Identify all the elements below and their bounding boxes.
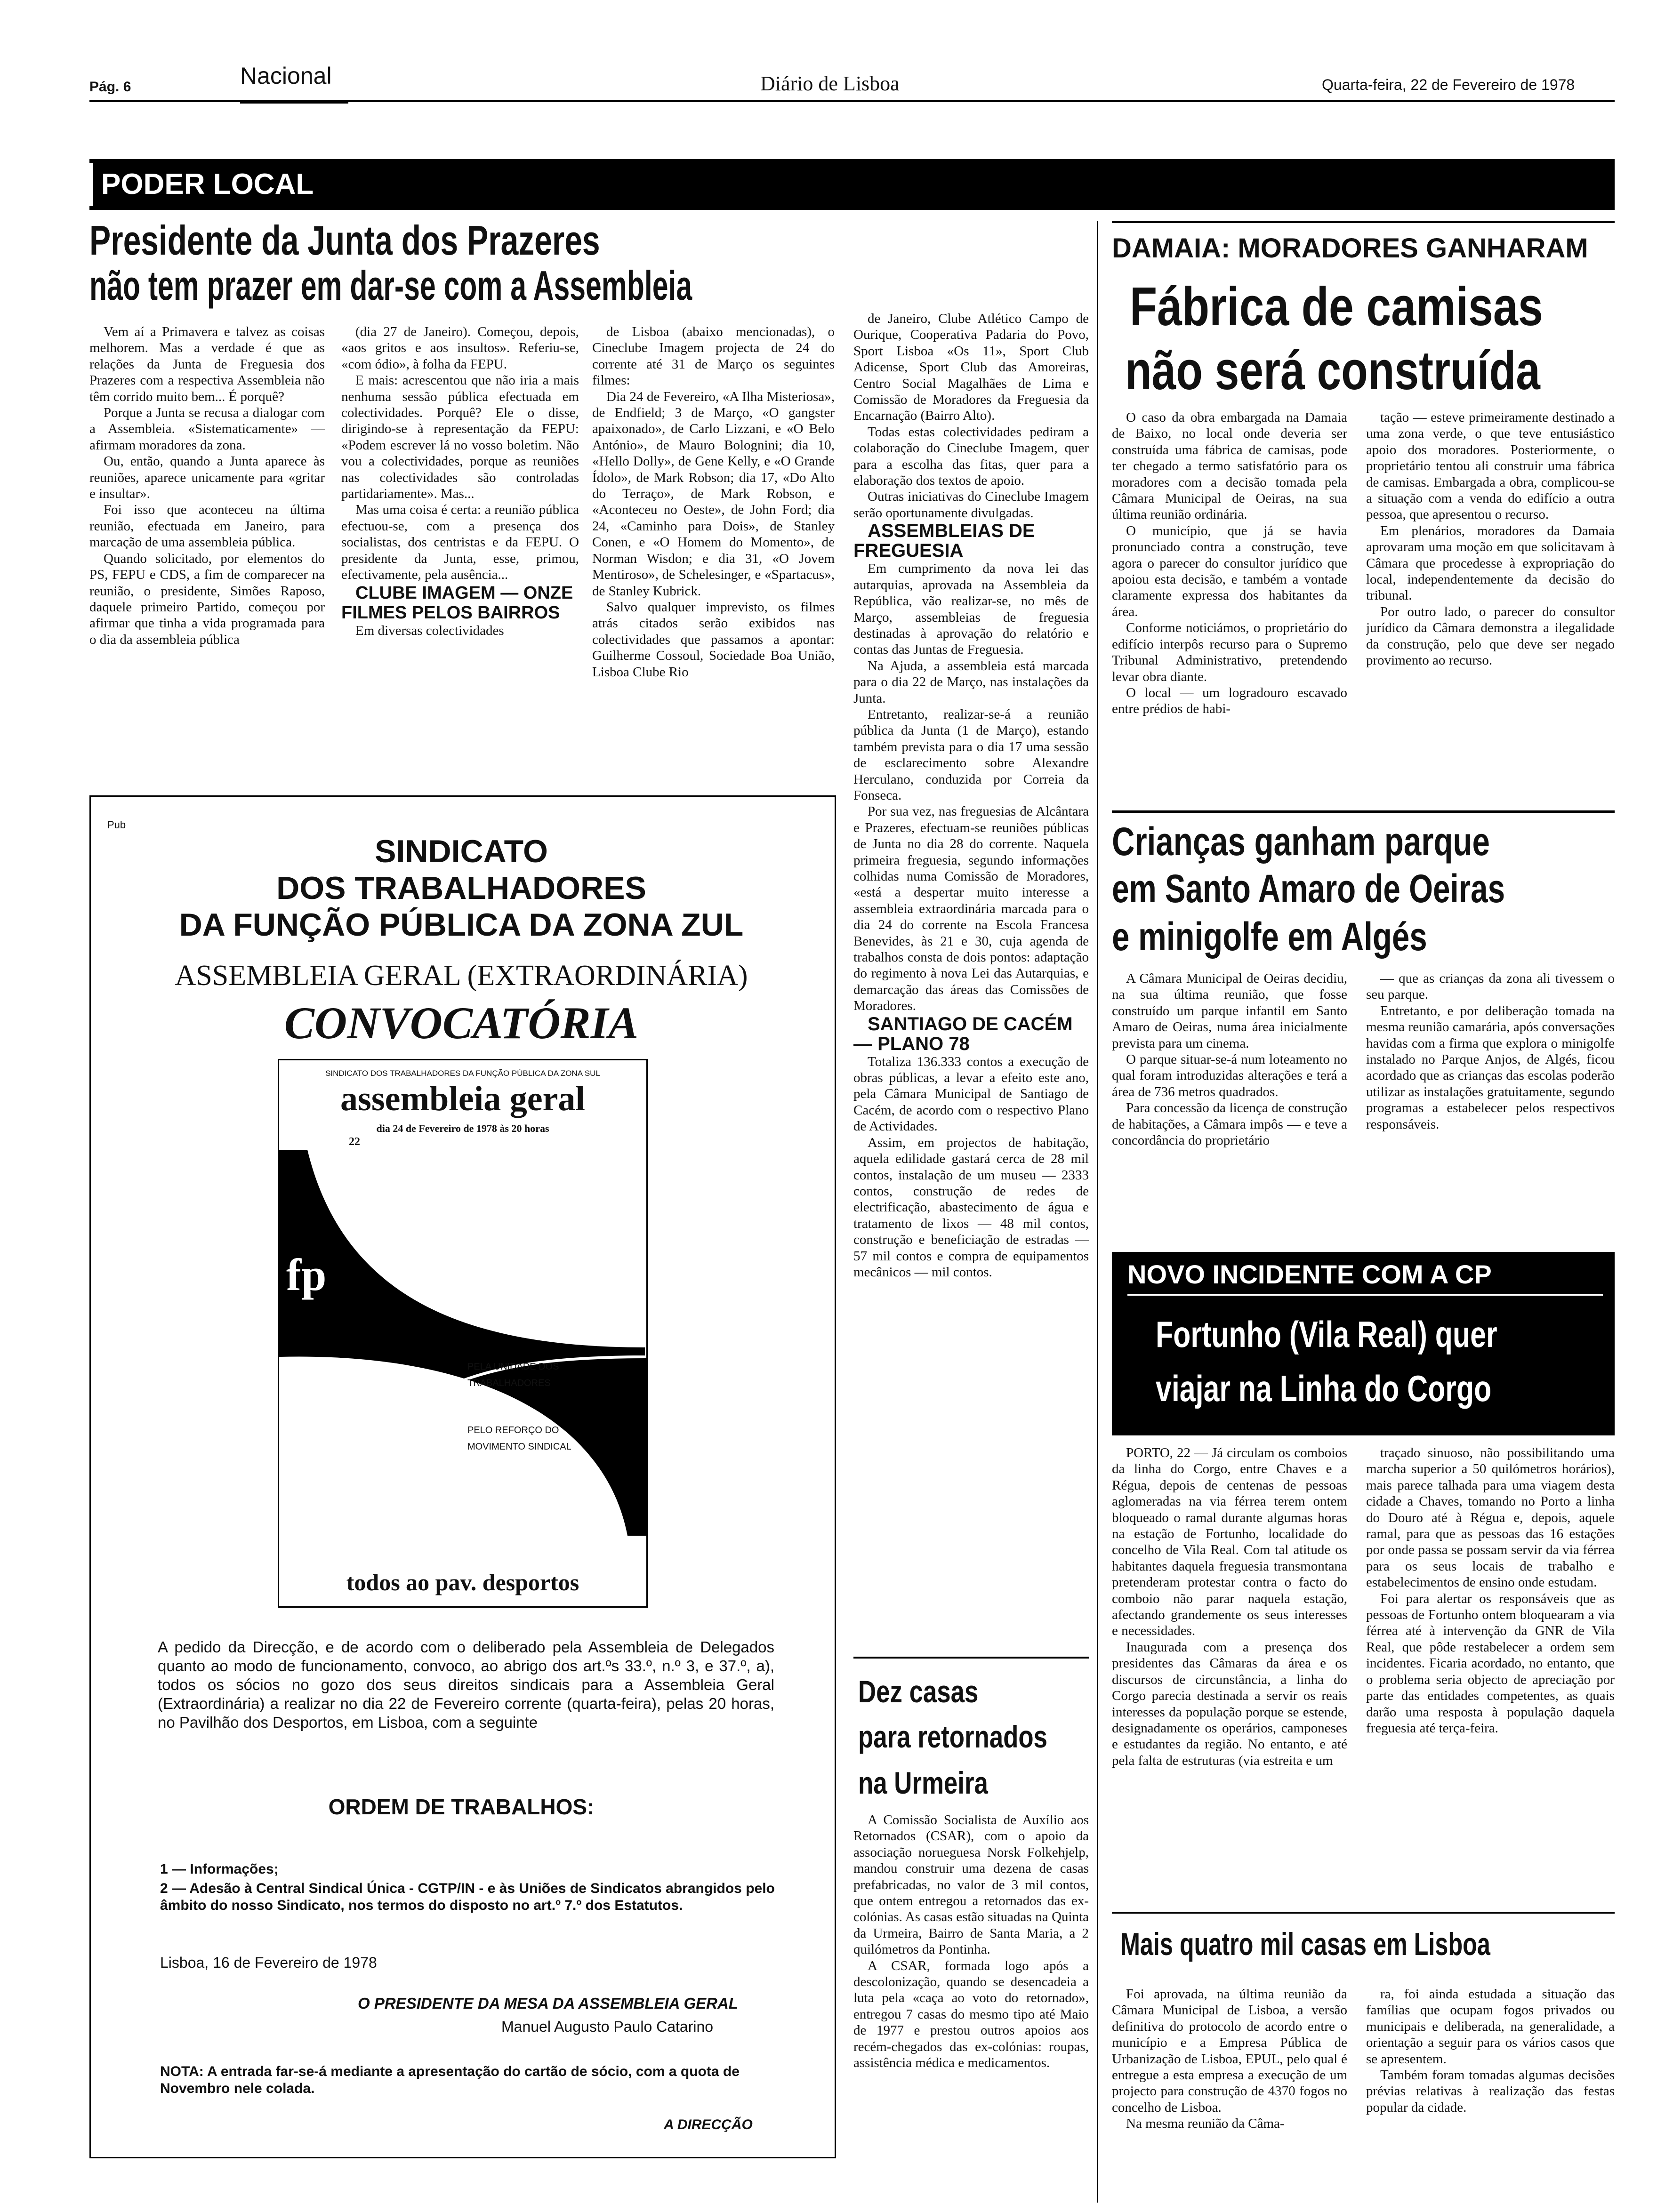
paragraph: Foi aprovada, na última reunião da Câmara Municipal de Lisboa, a versão definitiva do protocolo de acordo entre o município e a Empresa Pública de Urbanização de Lisboa, EPUL, pelo qual é entregue a esta empresa a execução de um projecto para construção de 4370 fogos no concelho de Lisboa.: [1112, 1987, 1347, 2115]
banner-tick: [89, 163, 93, 206]
article3-column2: [1366, 970, 1615, 1243]
paragraph: Por sua vez, nas freguesias de Alcântara e Prazeres, efectuam-se reuniões públicas de Junta no dia 28 do corrente. Naquela primeira freguesia, segundo informações colhidas numa Comissão de Moradores, «está a despertar muito interesse a assembleia extraordinária marcada para o dia 24 do corrente na Escola Francesa Benevides, às 21 e 30, cuja agenda de trabalhos consta de dois pontos: adaptação do regimento à nova Lei das Autarquias, e demarcação das áreas das Comissões de Moradores.: [853, 804, 1089, 1014]
paragraph: Entretanto, realizar-se-á a reunião pública da Junta (1 de Março), estando também prevista para o dia 17 uma sessão de esclarecimento sobre Alexandre Herculano, conduzida por Correia da Fonseca.: [853, 706, 1089, 803]
ad-note: NOTA: A entrada far-se-á mediante a apresentação do cartão de sócio, com a quota de Novembro nele colada.: [160, 2064, 740, 2096]
article5-top-rule: [853, 1657, 1089, 1659]
ad-poster: [278, 1059, 648, 1608]
paragraph: A Câmara Municipal de Oeiras decidiu, na sua última reunião, que fosse construído um parque infantil em Santo Amaro de Oeiras, numa área inicialmente prevista para um cinema.: [1112, 971, 1347, 1051]
article4-kicker-rule: [1127, 1294, 1603, 1296]
subheading-assembleias: ASSEMBLEIAS DE FREGUESIA: [853, 521, 1035, 561]
paragraph: Quando solicitado, por elementos do PS, FEPU e CDS, a fim de comparecer na reunião, o presidente, Simões Raposo, daquele primeiro Partido, começou por afirmar que tinha a vida programada para o dia da assembleia pública: [89, 551, 325, 647]
ad-agenda-item-2: 2 — Adesão à Central Sindical Única - CGTP/IN - e às Uniões de Sindicatos abrangidos pelo âmbito do nosso Sindicato, nos termos do disposto no art.º 7.º dos Estatutos.: [160, 1881, 775, 1913]
article2-top-rule: [1112, 221, 1615, 223]
banner-title: PODER LOCAL: [101, 168, 314, 200]
section-name: Nacional: [240, 63, 332, 89]
paragraph: Mas uma coisa é certa: a reunião pública efectuou-se, com a presença dos socialistas, dos centristas e da FEPU. O presidente da Junta, esse, primou, efectivamente, pela ausência...: [341, 502, 579, 583]
section-banner: [89, 159, 1615, 210]
article4-column2: [1366, 1445, 1615, 1906]
article3-headline-line2: em Santo Amaro de Oeiras: [1112, 866, 1505, 911]
paragraph: A Comissão Socialista de Auxílio aos Retornados (CSAR), com o apoio da associação norueguesa Norsk Folkehjelp, mandou construir uma dezena de casas prefabricadas, no valor de 3 mil contos, que ontem entregou a retornados das ex-colónias. As casas estão situadas na Quinta da Urmeira, Bairro de Santa Maria, a 2 quilómetros da Pontinha.: [853, 1812, 1089, 1957]
paragraph: ra, foi ainda estudada a situação das famílias que ocupam fogos privados ou municipais e deliberada, na generalidade, a orientação a seguir para os vários casos que se apresentem.: [1366, 1987, 1615, 2067]
article2-column1: [1112, 409, 1347, 791]
article2-kicker: DAMAIA: MORADORES GANHARAM: [1112, 233, 1588, 264]
paragraph: Todas estas colectividades pediram a colaboração do Cineclube Imagem, quer para a escolha das fitas, quer para a elaboração dos textos de apoio.: [853, 424, 1089, 489]
column-divider: [1097, 221, 1098, 2203]
paragraph: — que as crianças da zona ali tivessem o seu parque.: [1366, 971, 1615, 1002]
article4-column1: [1112, 1445, 1347, 1906]
ad-union-name-3: DA FUNÇÃO PÚBLICA DA ZONA ZUL: [179, 907, 744, 943]
article4-headline-line2: viajar na Linha do Corgo: [1156, 1368, 1492, 1409]
paragraph: Por outro lado, o parecer do consultor jurídico da Câmara demonstra a ilegalidade da construção, pelo que deve ser negado provimento ao recurso.: [1366, 604, 1615, 668]
subheading-cineclube: CLUBE IMAGEM — ONZE FILMES PELOS BAIRROS: [341, 583, 573, 623]
ad-assembly-title: ASSEMBLEIA GERAL (EXTRAORDINÁRIA): [175, 960, 748, 992]
paragraph: Para concessão da licença de construção de habitações, a Câmara impôs — e teve a concordância do proprietário: [1112, 1100, 1347, 1148]
poster-date-correction: 22: [349, 1136, 360, 1148]
issue-date: Quarta-feira, 22 de Fevereiro de 1978: [1322, 76, 1575, 93]
paragraph: PORTO, 22 — Já circulam os comboios da linha do Corgo, entre Chaves e a Régua, depois de centenas de pessoas aglomeradas na via férrea terem ontem bloqueado o ramal durante algumas horas na estação de Fortunho, localidade do concelho de Vila Real. Com tal atitude os habitantes daquela freguesia transmontana pretenderam protestar contra o facto do comboio não parar naquela estação, afectando grandemente os seus interesses e necessidades.: [1112, 1445, 1347, 1639]
paragraph: E mais: acrescentou que não iria a mais nenhuma sessão pública efectuada em colectividades. Porquê? Ele o disse, dirigindo-se à representação da FEPU: «Podem escrever lá no vosso boletim. Não vou a colectividades, porque as reuniões nas colectividades são controladas partidariamente». Mas...: [341, 373, 579, 502]
article6-column2: [1366, 1986, 1615, 2203]
ad-union-name-1: SINDICATO: [375, 834, 548, 869]
poster-logo: fp: [286, 1250, 327, 1300]
paragraph: Entretanto, e por deliberação tomada na mesma reunião camarária, após conversações havidas com a firma que explora o minigolfe instalado no Parque Anjos, de Algés, ficou acordado que as crianças das escolas poderão utilizar as instalações gratuitamente, segundo programas a estabelecer pelos respectivos responsáveis.: [1366, 1003, 1615, 1132]
article1-headline-line2: não tem prazer em dar-se com a Assembleia: [89, 262, 692, 309]
header-rule: [89, 100, 1615, 102]
paragraph: Também foram tomadas algumas decisões prévias relativas à realização das festas popular da cidade.: [1366, 2068, 1615, 2115]
paragraph: O município, que já se havia pronunciado contra a construção, teve agora o parecer do consultor jurídico que apoiou esta decisão, e também a vontade claramente expressa dos habitantes da área.: [1112, 523, 1347, 619]
article6-top-rule: [1112, 1912, 1615, 1914]
ad-body: A pedido da Direcção, e de acordo com o deliberado pela Assembleia de Delegados quanto ao modo de funcionamento, convoco, ao abrigo dos art.ºs 33.º, n.º 3, e 37.º, a), todos os sócios no gozo dos seus direitos sindicais para a Assembleia Geral (Extraordinária) a realizar no dia 22 de Fevereiro corrente (quarta-feira), pelas 20 horas, no Pavilhão dos Desportos, em Lisboa, com a seguinte: [158, 1638, 774, 1731]
ad-agenda-title: ORDEM DE TRABALHOS:: [328, 1795, 595, 1819]
poster-slogan-4: MOVIMENTO SINDICAL: [467, 1442, 571, 1452]
article3-headline-line3: e minigolfe em Algés: [1112, 914, 1427, 959]
paragraph: O caso da obra embargada na Damaia de Baixo, no local onde deveria ser construída uma fábrica de camisas, pode ter chegado a termo satisfatório para os moradores com a decisão tomada pela Câmara Municipal de Oeiras, na sua última reunião ordinária.: [1112, 410, 1347, 522]
article2-headline-line1: Fábrica de camisas: [1130, 276, 1543, 337]
paragraph: Porque a Junta se recusa a dialogar com a Assembleia. «Sistematicamente» — afirmam moradores da zona.: [89, 405, 325, 453]
article1-column2: [341, 324, 579, 776]
page-number: Pág. 6: [89, 79, 131, 95]
poster-headline: assembleia geral: [340, 1080, 585, 1118]
paragraph: Na mesma reunião da Câma-: [1126, 2116, 1285, 2132]
paragraph: O parque situar-se-á num loteamento no qual foram introduzidas alterações e terá a área de 736 metros quadrados.: [1112, 1052, 1347, 1099]
paragraph: traçado sinuoso, não possibilitando uma marcha superior a 50 quilómetros horários), mais parece talhada para uma viagem desta cidade a Chaves, tomando no Porto a linha do Douro até à Régua e, depois, aquele ramal, para que as pessoas das 16 estações por onde passa se possam servir da via férrea para os seus locais de trabalho e estabelecimentos de ensino onde estudam.: [1366, 1445, 1615, 1590]
poster-artwork: [279, 1150, 646, 1536]
poster-black-shape: [279, 1150, 646, 1536]
ad-union-name-2: DOS TRABALHADORES: [276, 870, 646, 906]
paragraph: Vem aí a Primavera e talvez as coisas melhorem. Mas a verdade é que as relações da Junta de Freguesia dos Prazeres com a respectiva Assembleia não têm corrido muito bem... É porquê?: [89, 324, 325, 404]
ad-agenda-item-1: 1 — Informações;: [160, 1861, 279, 1877]
article3-column1: [1112, 970, 1347, 1243]
poster-slogan-3: PELO REFORÇO DO: [467, 1425, 559, 1435]
paragraph: A CSAR, formada logo após a descolonização, quando se desencadeia a luta pela «caça ao voto do retornado», entregou 7 casas do mesmo tipo até Maio de 1977 e prestou outros apoios aos recém-chegados das ex-colónias: roupas, assistência médica e medicamentos.: [853, 1958, 1089, 2071]
paragraph: Na Ajuda, a assembleia está marcada para o dia 22 de Março, nas instalações da Junta.: [853, 658, 1089, 706]
paragraph: Salvo qualquer imprevisto, os filmes atrás citados serão exibidos nas colectividades que passamos a apontar: Guilherme Cossoul, Sociedade Boa União, Lisboa Clube Rio: [592, 599, 835, 680]
ad-footer: A DIRECÇÃO: [664, 2117, 753, 2132]
article1-column1: [89, 324, 325, 776]
ad-place-date: Lisboa, 16 de Fevereiro de 1978: [160, 1954, 377, 1971]
subheading-santiago: SANTIAGO DE CACÉM — PLANO 78: [853, 1013, 1073, 1054]
paragraph: de Janeiro, Clube Atlético Campo de Ourique, Cooperativa Padaria do Povo, Sport Lisboa «Os 11», Sport Club Adicense, Sport Club das Amoreiras, Centro Social Magalhães de Lima e Comissão de Moradores da Freguesia da Encarnação (Bairro Alto).: [853, 311, 1089, 424]
paragraph: Foi isso que aconteceu na última reunião, efectuada em Janeiro, para marcação de uma assembleia pública.: [89, 502, 325, 550]
paragraph: Em cumprimento da nova lei das autarquias, aprovada na Assembleia da República, vão realizar-se, no mês de Março, assembleias de freguesia destinadas à aprovação do relatório e contas das Juntas de Freguesia.: [853, 561, 1089, 657]
poster-slogan-1: PELA UNIDADE DOS: [467, 1362, 559, 1372]
paragraph: de Lisboa (abaixo mencionadas), o Cineclube Imagem projecta de 24 do corrente até 31 de Março os seguintes filmes:: [592, 324, 835, 388]
paragraph: Em diversas colectividades: [355, 623, 504, 638]
article3-headline-line1: Crianças ganham parque: [1112, 819, 1490, 864]
paragraph: Totaliza 136.333 contos a execução de obras públicas, a levar a efeito este ano, pela Câmara Municipal de Santiago de Cacém, de acordo com o respectivo Plano de Actividades.: [853, 1054, 1089, 1134]
paragraph: Inaugurada com a presença dos presidentes das Câmaras da área e os discursos de circunstância, a linha do Corgo parecia destinada a servir os reais interesses da população porque se estende, designadamente os operários, camponeses e estudantes da região. No entanto, e até pela falta de estruturas (via estreita e um: [1112, 1639, 1347, 1768]
article5-column: [853, 1812, 1089, 2203]
paragraph: Assim, em projectos de habitação, aquela edilidade gastará cerca de 28 mil contos, instalação de um museu — 2333 contos, construção de redes de electrificação, abastecimento de água e tratamento de lixos — 48 mil contos, construção e beneficiação de estradas — 57 mil contos e compra de equipamentos mecânicos — mil contos.: [853, 1135, 1089, 1280]
article5-headline-line2: para retornados: [858, 1719, 1047, 1754]
paragraph: (dia 27 de Janeiro). Começou, depois, «aos gritos e aos insultos». Referiu-se, «com ódio», à folha da FEPU.: [341, 324, 579, 372]
paragraph: Em plenários, moradores da Damaia aprovaram uma moção em que solicitavam à Câmara que procedesse à expropriação do local, independentemente da decisão do tribunal.: [1366, 523, 1615, 603]
article1-headline-line1: Presidente da Junta dos Prazeres: [89, 217, 600, 264]
article6-headline: Mais quatro mil casas em Lisboa: [1120, 1926, 1490, 1962]
masthead: Diário de Lisboa: [760, 72, 900, 95]
poster-union-small: SINDICATO DOS TRABALHADORES DA FUNÇÃO PÚBLICA DA ZONA SUL: [325, 1069, 600, 1078]
paragraph: Ou, então, quando a Junta aparece às reuniões, aparece unicamente para «gritar e insultar».: [89, 454, 325, 502]
poster-slogan-2: TRABALHADORES: [467, 1378, 551, 1388]
paragraph: Dia 24 de Fevereiro, «A Ilha Misteriosa», de Endfield; 3 de Março, «O gangster apaixonado», de Carlo Lizzani, e «O Belo António», de Mauro Bolognini; dia 10, «Hello Dolly», de Gene Kelly, e «O Grande Ídolo», de Mark Robson; dia 17, «Do Alto do Terraço», de Mark Robson, e «Aconteceu no Oeste», de John Ford; dia 24, «Caminho para Dois», de Stanley Conen, e «O Homem do Momento», de Norman Wisdon; e dia 31, «O Jovem Mentiroso», de Schelesinger, e «Spartacus», de Stanley Kubrick.: [592, 389, 835, 599]
poster-bottom-line: todos ao pav. desportos: [346, 1569, 579, 1595]
ad-signature-title: O PRESIDENTE DA MESA DA ASSEMBLEIA GERAL: [358, 1995, 738, 2012]
ad-label: Pub: [107, 819, 126, 831]
article4-headline-line1: Fortunho (Vila Real) quer: [1156, 1314, 1497, 1355]
ad-signature-name: Manuel Augusto Paulo Catarino: [501, 2018, 714, 2035]
paragraph: Foi para alertar os responsáveis que as pessoas de Fortunho ontem bloquearam a via férrea até à intervenção da GNR de Vila Real, que pôde restabelecer a ordem sem incidentes. Ficaria acordado, no entanto, que o problema seria objecto de apreciação por parte das entidades competentes, as quais darão uma resposta à população daquela freguesia até terça-feira.: [1366, 1591, 1615, 1736]
article5-headline-line1: Dez casas: [858, 1674, 979, 1709]
paragraph: Outras iniciativas do Cineclube Imagem serão oportunamente divulgadas.: [853, 489, 1089, 521]
article3-top-rule: [1112, 810, 1615, 813]
article4-kicker: NOVO INCIDENTE COM A CP: [1127, 1259, 1492, 1289]
ad-convocatoria: CONVOCATÓRIA: [284, 998, 639, 1048]
article2-column2: [1366, 409, 1615, 791]
paragraph: tação — esteve primeiramente destinado a uma zona verde, o que teve entusiástico apoio dos moradores. Posteriormente, o proprietário tentou ali construir uma fábrica de camisas. Embargada a obra, complicou-se a situação com a venda do edifício a outra pessoa, que apresentou o recurso.: [1366, 410, 1615, 522]
article1-column3: [592, 324, 835, 776]
article2-headline-line2: não será construída: [1125, 340, 1540, 401]
article6-column1: [1112, 1986, 1347, 2203]
paragraph: O local — um logradouro escavado entre prédios de habi-: [1112, 685, 1347, 717]
paragraph: Conforme noticiámos, o proprietário do edifício interpôs recurso para o Supremo Tribunal Administrativo, pretendendo levar obra diante.: [1112, 620, 1347, 684]
poster-date: dia 24 de Fevereiro de 1978 às 20 horas: [376, 1122, 549, 1134]
article5-headline-line3: na Urmeira: [858, 1765, 988, 1800]
